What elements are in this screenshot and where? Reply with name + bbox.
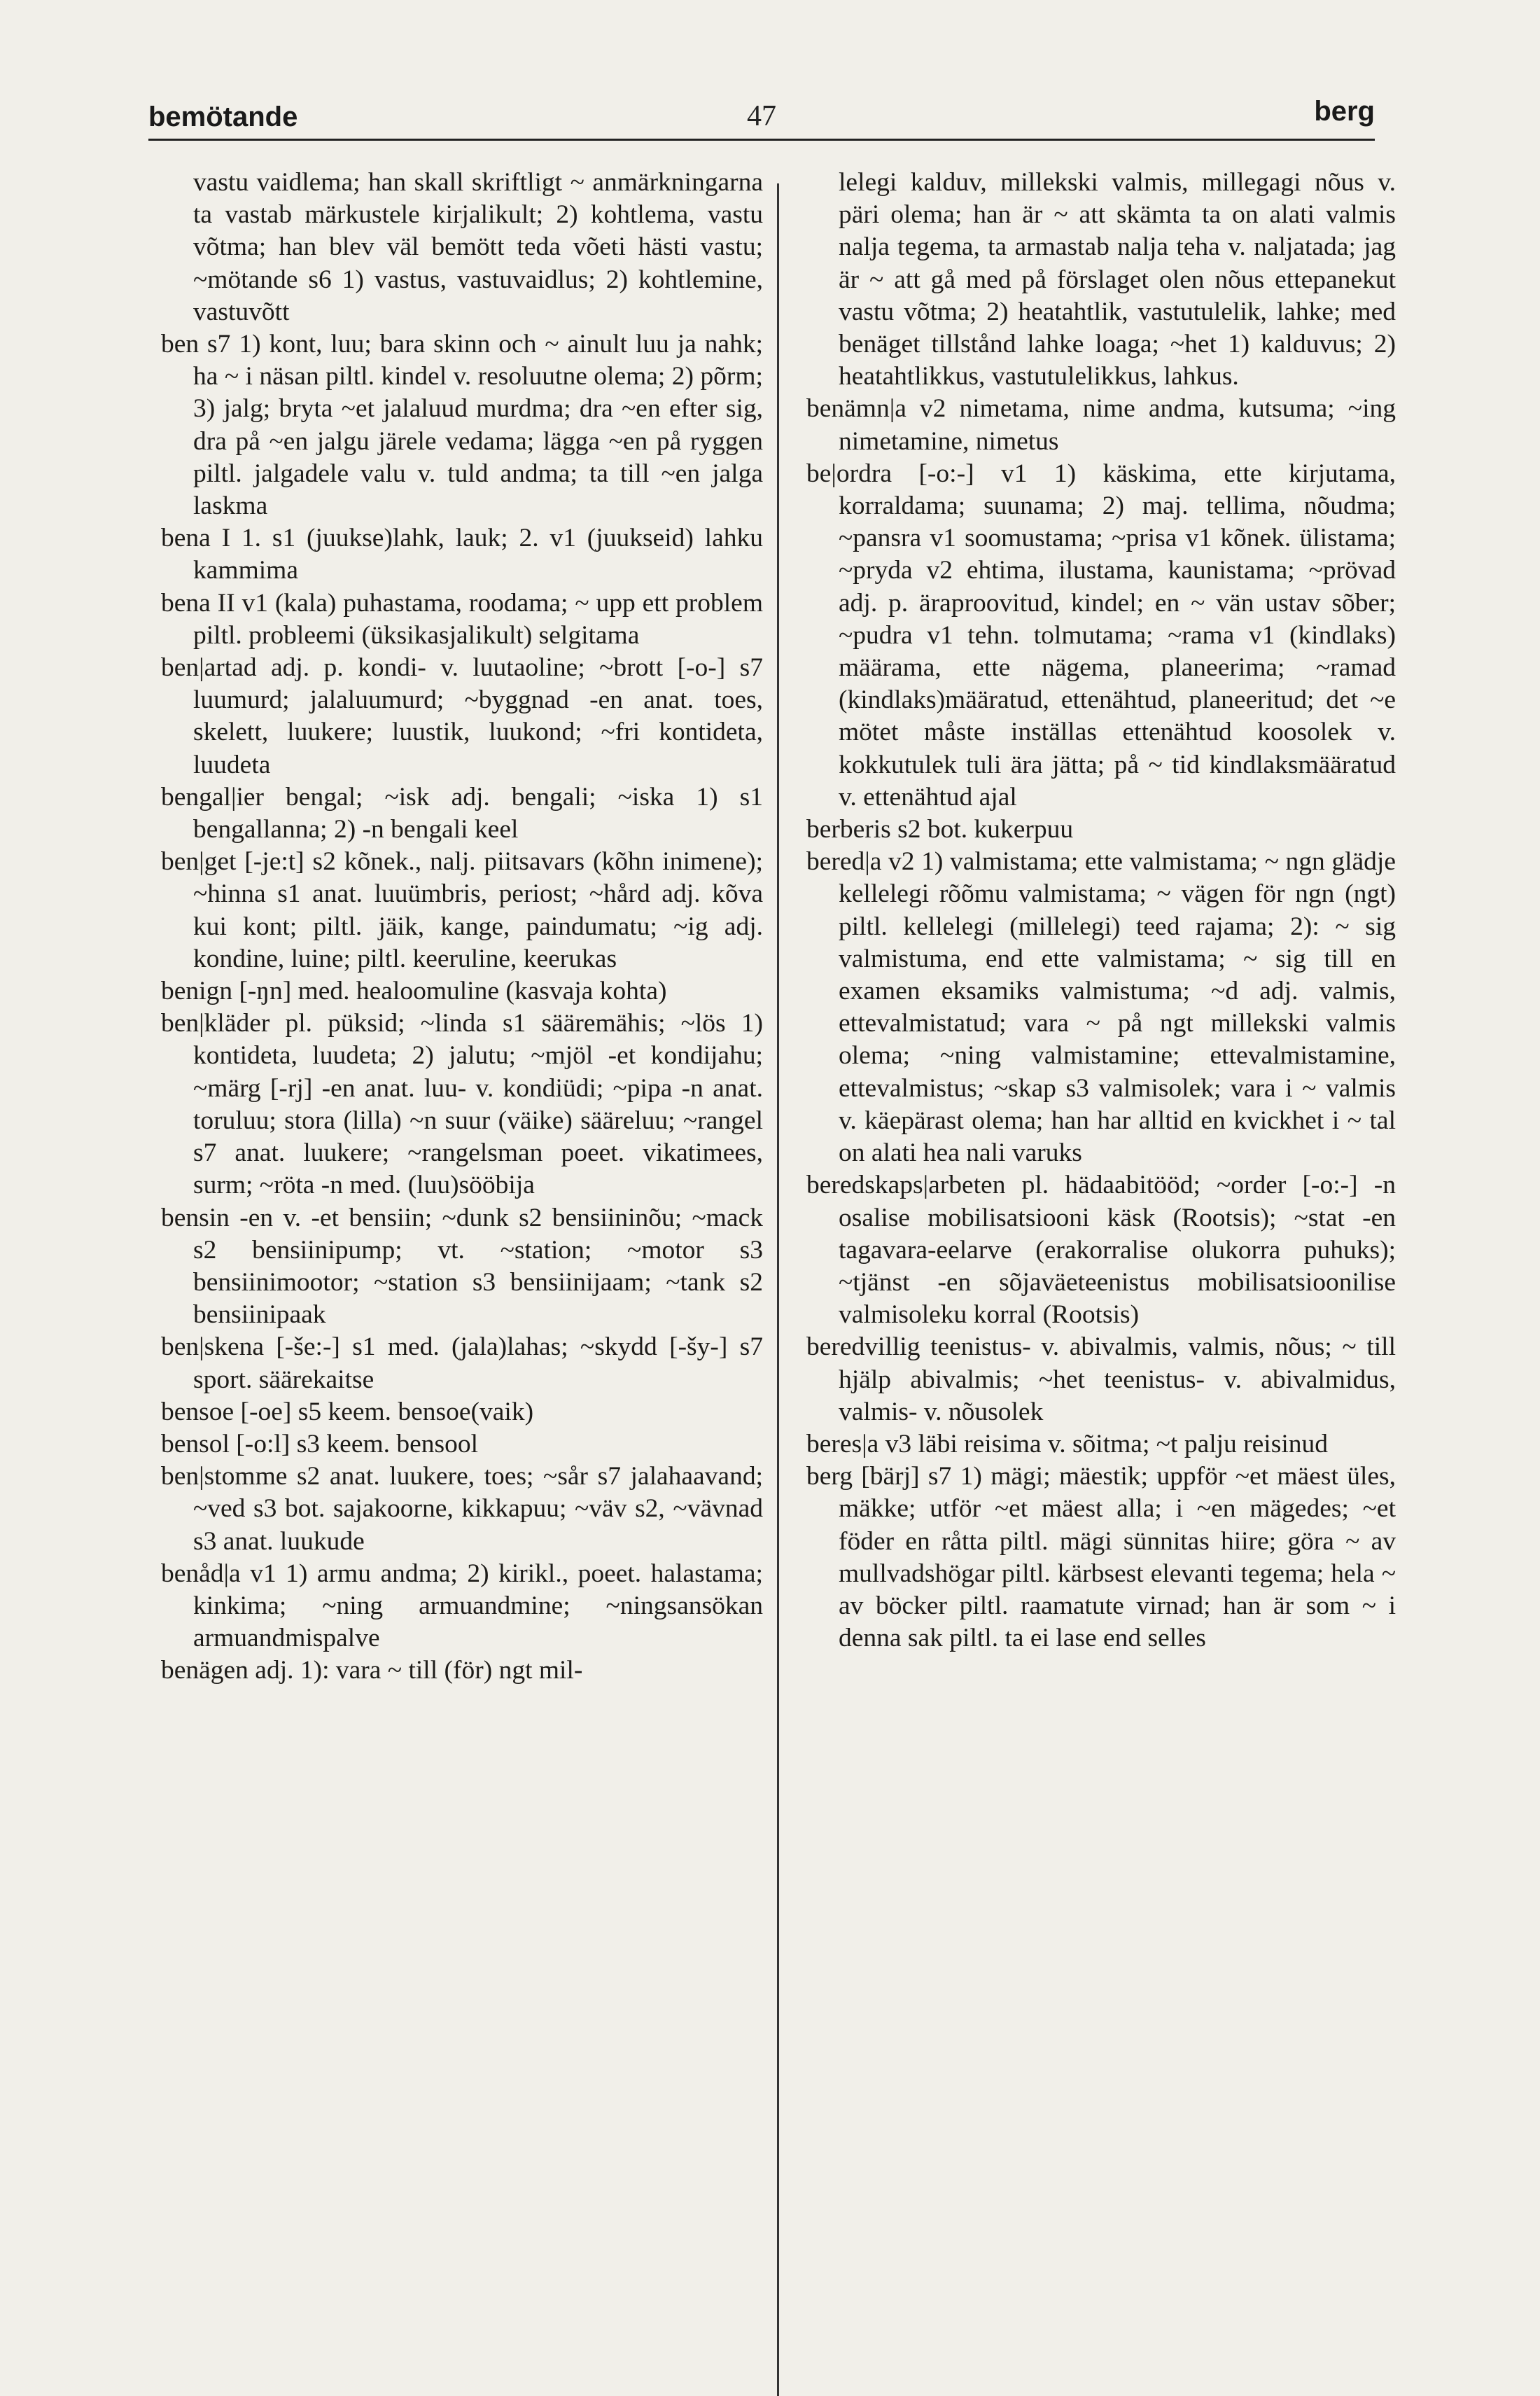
dictionary-entry: berg [bärj] s7 1) mägi; mäestik; uppför ~et mäest üles, mäkke; utför ~et mäest alla; i ~en mägedes; ~et föder en råtta piltl. mägi sünnitas hiire; göra ~ av mullvadshögar piltl. kärbsest elevanti tegema; hela ~ av böcker piltl. raamatute virnad; han är som ~ i denna sak piltl. ta ei lase end selles [806,1462,1396,1653]
dictionary-entry: ben|stomme s2 anat. luukere, toes; ~sår s7 jalahaavand; ~ved s3 bot. sajakoorne, kikkapuu; ~väv s2, ~vävnad s3 anat. luukude [161,1462,763,1556]
dictionary-entry: bered|a v2 1) valmistama; ette valmistama; ~ ngn glädje kellelegi rõõmu valmistama; ~ vägen för ngn (ngt) piltl. kellelegi (millelegi) teed rajama; 2): ~ sig valmistuma, end ette valmistama; ~ sig till en examen eksamiks valmistuma; ~d adj. valmis, ettevalmistatud; vara ~ på ngt millekski valmis olema; ~ning valmistamine; ettevalmistamine, ettevalmistus; ~skap s3 valmisolek; vara i ~ valmis v. käepärast olema; han har alltid en kvickhet i ~ tal on alati hea nali varuks [806,847,1396,1168]
dictionary-entry: beredskaps|arbeten pl. hädaabitööd; ~order [-o:-] -n osalise mobilisatsiooni käsk (Rootsis); ~stat -en tagavara-eelarve (erakorralise olukorra puhuks); ~tjänst -en sõjaväeteenistus mobilisatsioonilise valmisoleku korral (Rootsis) [806,1171,1396,1330]
left-column [161,167,763,1687]
dictionary-entry: lelegi kalduv, millekski valmis, millegagi nõus v. päri olema; han är ~ att skämta ta on alati valmis nalja tegema, ta armastab nalja teha v. naljatada; jag är ~ att gå med på förslaget olen nõus ettepanekut vastu võtma; 2) heatahtlik, vastutulelik, lahke; med benäget tillstånd lahke loaga; ~het 1) kalduvus; 2) heatahtlikkus, vastutulelikkus, lahkus. [839,168,1396,391]
dictionary-entry: ben|get [-je:t] s2 kõnek., nalj. piitsavars (kõhn inimene); ~hinna s1 anat. luuümbris, periost; ~hård adj. kõva kui kont; piltl. jäik, kange, paindumatu; ~ig adj. kondine, luine; piltl. keeruline, keerukas [161,847,763,973]
page-header [148,83,1375,141]
dictionary-entry: bensoe [-oe] s5 keem. bensoe(vaik) [161,1397,534,1426]
dictionary-entry: beres|a v3 läbi reisima v. sõitma; ~t palju reisinud [806,1429,1328,1458]
dictionary-entry: bensol [-o:l] s3 keem. bensool [161,1429,479,1458]
dictionary-entry: bengal|ier bengal; ~isk adj. bengali; ~iska 1) s1 bengallanna; 2) -n bengali keel [161,782,763,844]
dictionary-entry: benägen adj. 1): vara ~ till (för) ngt mil- [161,1656,583,1685]
dictionary-entry: ben|skena [-še:-] s1 med. (jala)lahas; ~skydd [-šy-] s7 sport. säärekaitse [161,1332,763,1394]
page-number: 47 [747,100,776,132]
dictionary-entry: bena I 1. s1 (juukse)lahk, lauk; 2. v1 (juukseid) lahku kammima [161,524,763,585]
dictionary-entry: beredvillig teenistus- v. abivalmis, valmis, nõus; ~ till hjälp abivalmis; ~het teenistus- v. abivalmidus, valmis- v. nõusolek [806,1332,1396,1426]
left-guide-word: bemötande [148,102,298,132]
dictionary-entry: ben|artad adj. p. kondi- v. luutaoline; ~brott [-o-] s7 luumurd; jalaluumurd; ~byggnad -en anat. toes, skelett, luukere; luustik, luukond; ~fri kontideta, luudeta [161,653,763,779]
right-column [806,167,1396,1655]
dictionary-entry: benåd|a v1 1) armu andma; 2) kirikl., poeet. halastama; kinkima; ~ning armuandmine; ~ningsansökan armuandmispalve [161,1559,763,1653]
column-divider [777,183,779,2396]
dictionary-entry: ben|kläder pl. püksid; ~linda s1 sääremähis; ~lös 1) kontideta, luudeta; 2) jalutu; ~mjöl -et kondijahu; ~märg [-rj] -en anat. luu- v. kondiüdi; ~pipa -n anat. toruluu; stora (lilla) ~n suur (väike) säärеluu; ~rangel s7 anat. luukere; ~rangelsman poeet. vikatimees, surm; ~röta -n med. (luu)sööbija [161,1009,763,1200]
dictionary-entry: benämn|a v2 nimetama, nime andma, kutsuma; ~ing nimetamine, nimetus [806,394,1396,456]
dictionary-entry: be|ordra [-o:-] v1 1) käskima, ette kirjutama, korraldama; suunama; 2) maj. tellima, nõudma; ~pansra v1 soomustama; ~prisa v1 kõnek. ülistama; ~pryda v2 ehtima, ilustama, kaunistama; ~prövad adj. p. äraproovitud, kindel; en ~ vän ustav sõber; ~pudra v1 tehn. tolmutama; ~rama v1 (kindlaks) määrama, ette nägema, planeerima; ~ramad (kindlaks)määratud, ettenähtud, planeeritud; det ~e mötet måste inställas ettenähtud koosolek v. kokkutulek tuli ära jätta; på ~ tid kindlaksmääratud v. ettenähtud ajal [806,459,1396,812]
dictionary-entry: ben s7 1) kont, luu; bara skinn och ~ ainult luu ja nahk; ha ~ i näsan piltl. kindel v. resoluutne olema; 2) põrm; 3) jalg; bryta ~et jalaluud murdma; dra ~en efter sig, dra på ~en jalgu järele vedama; lägga ~en på ryggen piltl. jalgadele valu v. tuld andma; ta till ~en jalga laskma [161,330,763,521]
right-guide-word: berg [1314,96,1375,127]
dictionary-entry: bena II v1 (kala) puhastama, roodama; ~ upp ett problem piltl. probleemi (üksikasjalikult) selgitama [161,588,763,650]
dictionary-entry: vastu vaidlema; han skall skriftligt ~ anmärkningarna ta vastab märkustele kirjalikult; 2) kohtlema, vastu võtma; han blev väl bemött teda võeti hästi vastu; ~mötande s6 1) vastus, vastuvaidlus; 2) kohtlemine, vastuvõtt [193,168,763,326]
dictionary-entry: benign [-ŋn] med. healoomuline (kasvaja kohta) [161,977,667,1006]
dictionary-entry: bensin -en v. -et bensiin; ~dunk s2 bensiininõu; ~mack s2 bensiinipump; vt. ~station; ~motor s3 bensiinimootor; ~station s3 bensiinijaam; ~tank s2 bensiinipaak [161,1203,763,1330]
dictionary-entry: berberis s2 bot. kukerpuu [806,815,1074,844]
